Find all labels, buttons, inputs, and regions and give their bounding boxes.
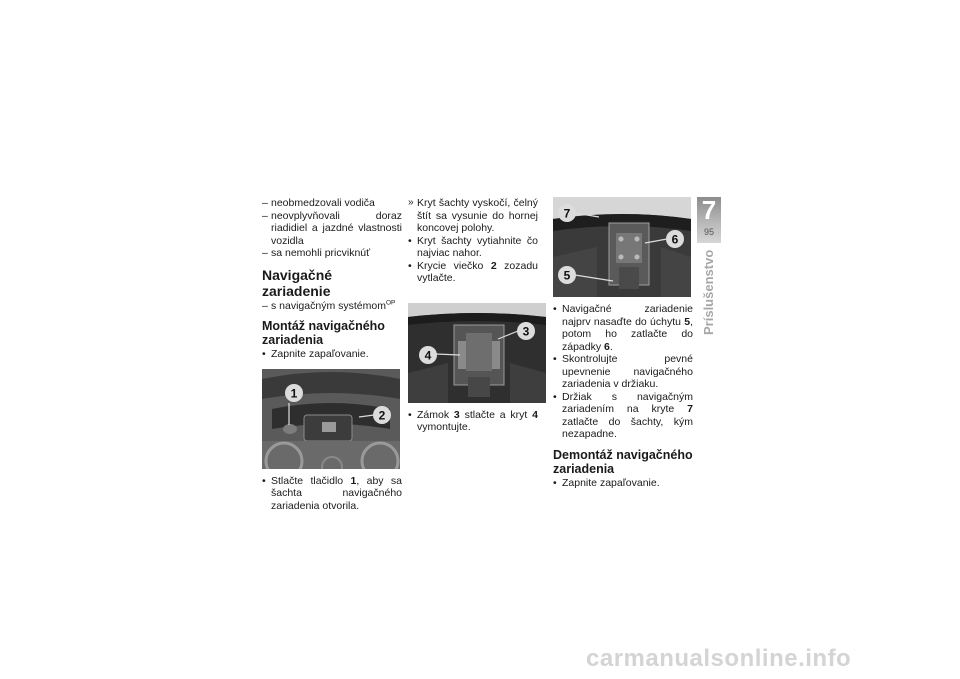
figure-shaft-illustration [408, 303, 546, 403]
figure-label: 1 [290, 386, 298, 400]
instruction-item: • Stlačte tlačidlo 1, aby sa šachta navigačného zariadenia otvorila. [262, 475, 402, 513]
text-column-right [553, 197, 693, 489]
reference-number: 7 [687, 403, 693, 415]
reference-number: 1 [350, 474, 357, 487]
figure-label: 7 [563, 206, 571, 221]
instruction-item: • Zapnite zapaľovanie. [553, 477, 693, 490]
reference-number: 5 [684, 315, 691, 328]
chapter-number: 7 [701, 195, 717, 225]
text-column-left [262, 197, 402, 512]
list-item: – neobmedzovali vodiča [262, 197, 402, 210]
reference-number: 3 [453, 408, 460, 421]
figure-shaft-cover [408, 303, 546, 403]
figure-dashboard-button [262, 369, 400, 469]
figure-dashboard-illustration [262, 369, 400, 469]
figure-label: 3 [522, 324, 530, 338]
figure-label: 2 [378, 408, 386, 422]
instruction-item: • Zámok 3 stlačte a kryt 4 vymontujte. [408, 409, 538, 434]
instruction-item: • Krycie viečko 2 zozadu vytlačte. [408, 260, 538, 285]
result-item: » Kryt šachty vyskočí, čelný štít sa vysunie do hornej koncovej polohy. [408, 197, 538, 235]
chapter-tab [697, 197, 721, 243]
figure-label: 5 [563, 268, 571, 283]
instruction-item: • Navigačné zariadenie najprv nasaďte do úchytu 5, potom ho zatlačte do západky 6. [553, 303, 693, 353]
option-text: s navigačným systémom [271, 299, 386, 312]
instruction-item: • Zapnite zapaľovanie. [262, 348, 402, 361]
chapter-title-vertical: Príslušenstvo [701, 249, 716, 335]
list-item: – neovplyvňovali doraz riadidiel a jazdné vlastnosti vozidla [262, 210, 402, 248]
section-heading: Navigačné zariadenie [262, 266, 333, 299]
subsection-heading: Demontáž navigačného zariadenia [553, 447, 693, 476]
figure-navigation-mount [553, 197, 691, 297]
reference-number: 2 [490, 259, 497, 272]
instruction-item: • Držiak s navigačným zariadením na kryte 7 zatlačte do šachty, kým nezapadne. [553, 391, 693, 441]
reference-number: 6 [604, 340, 610, 353]
page-number: 95 [703, 227, 714, 237]
option-code: OP [385, 299, 396, 306]
text-column-middle [408, 197, 538, 434]
instruction-item: • Kryt šachty vytiahnite čo najviac nahor. [408, 235, 538, 260]
list-item: – sa nemohli pricviknúť [262, 247, 402, 260]
watermark: carmanualsonline.info [586, 645, 852, 672]
subsection-heading: Montáž navigačného zariadenia [262, 319, 385, 347]
figure-label: 6 [671, 232, 679, 247]
option-note [262, 300, 402, 313]
instruction-item: • Skontrolujte pevné upevnenie navigačného zariadenia v držiaku. [553, 353, 693, 391]
figure-label: 4 [424, 348, 432, 362]
reference-number: 4 [532, 408, 538, 421]
figure-mount-illustration [553, 197, 691, 297]
